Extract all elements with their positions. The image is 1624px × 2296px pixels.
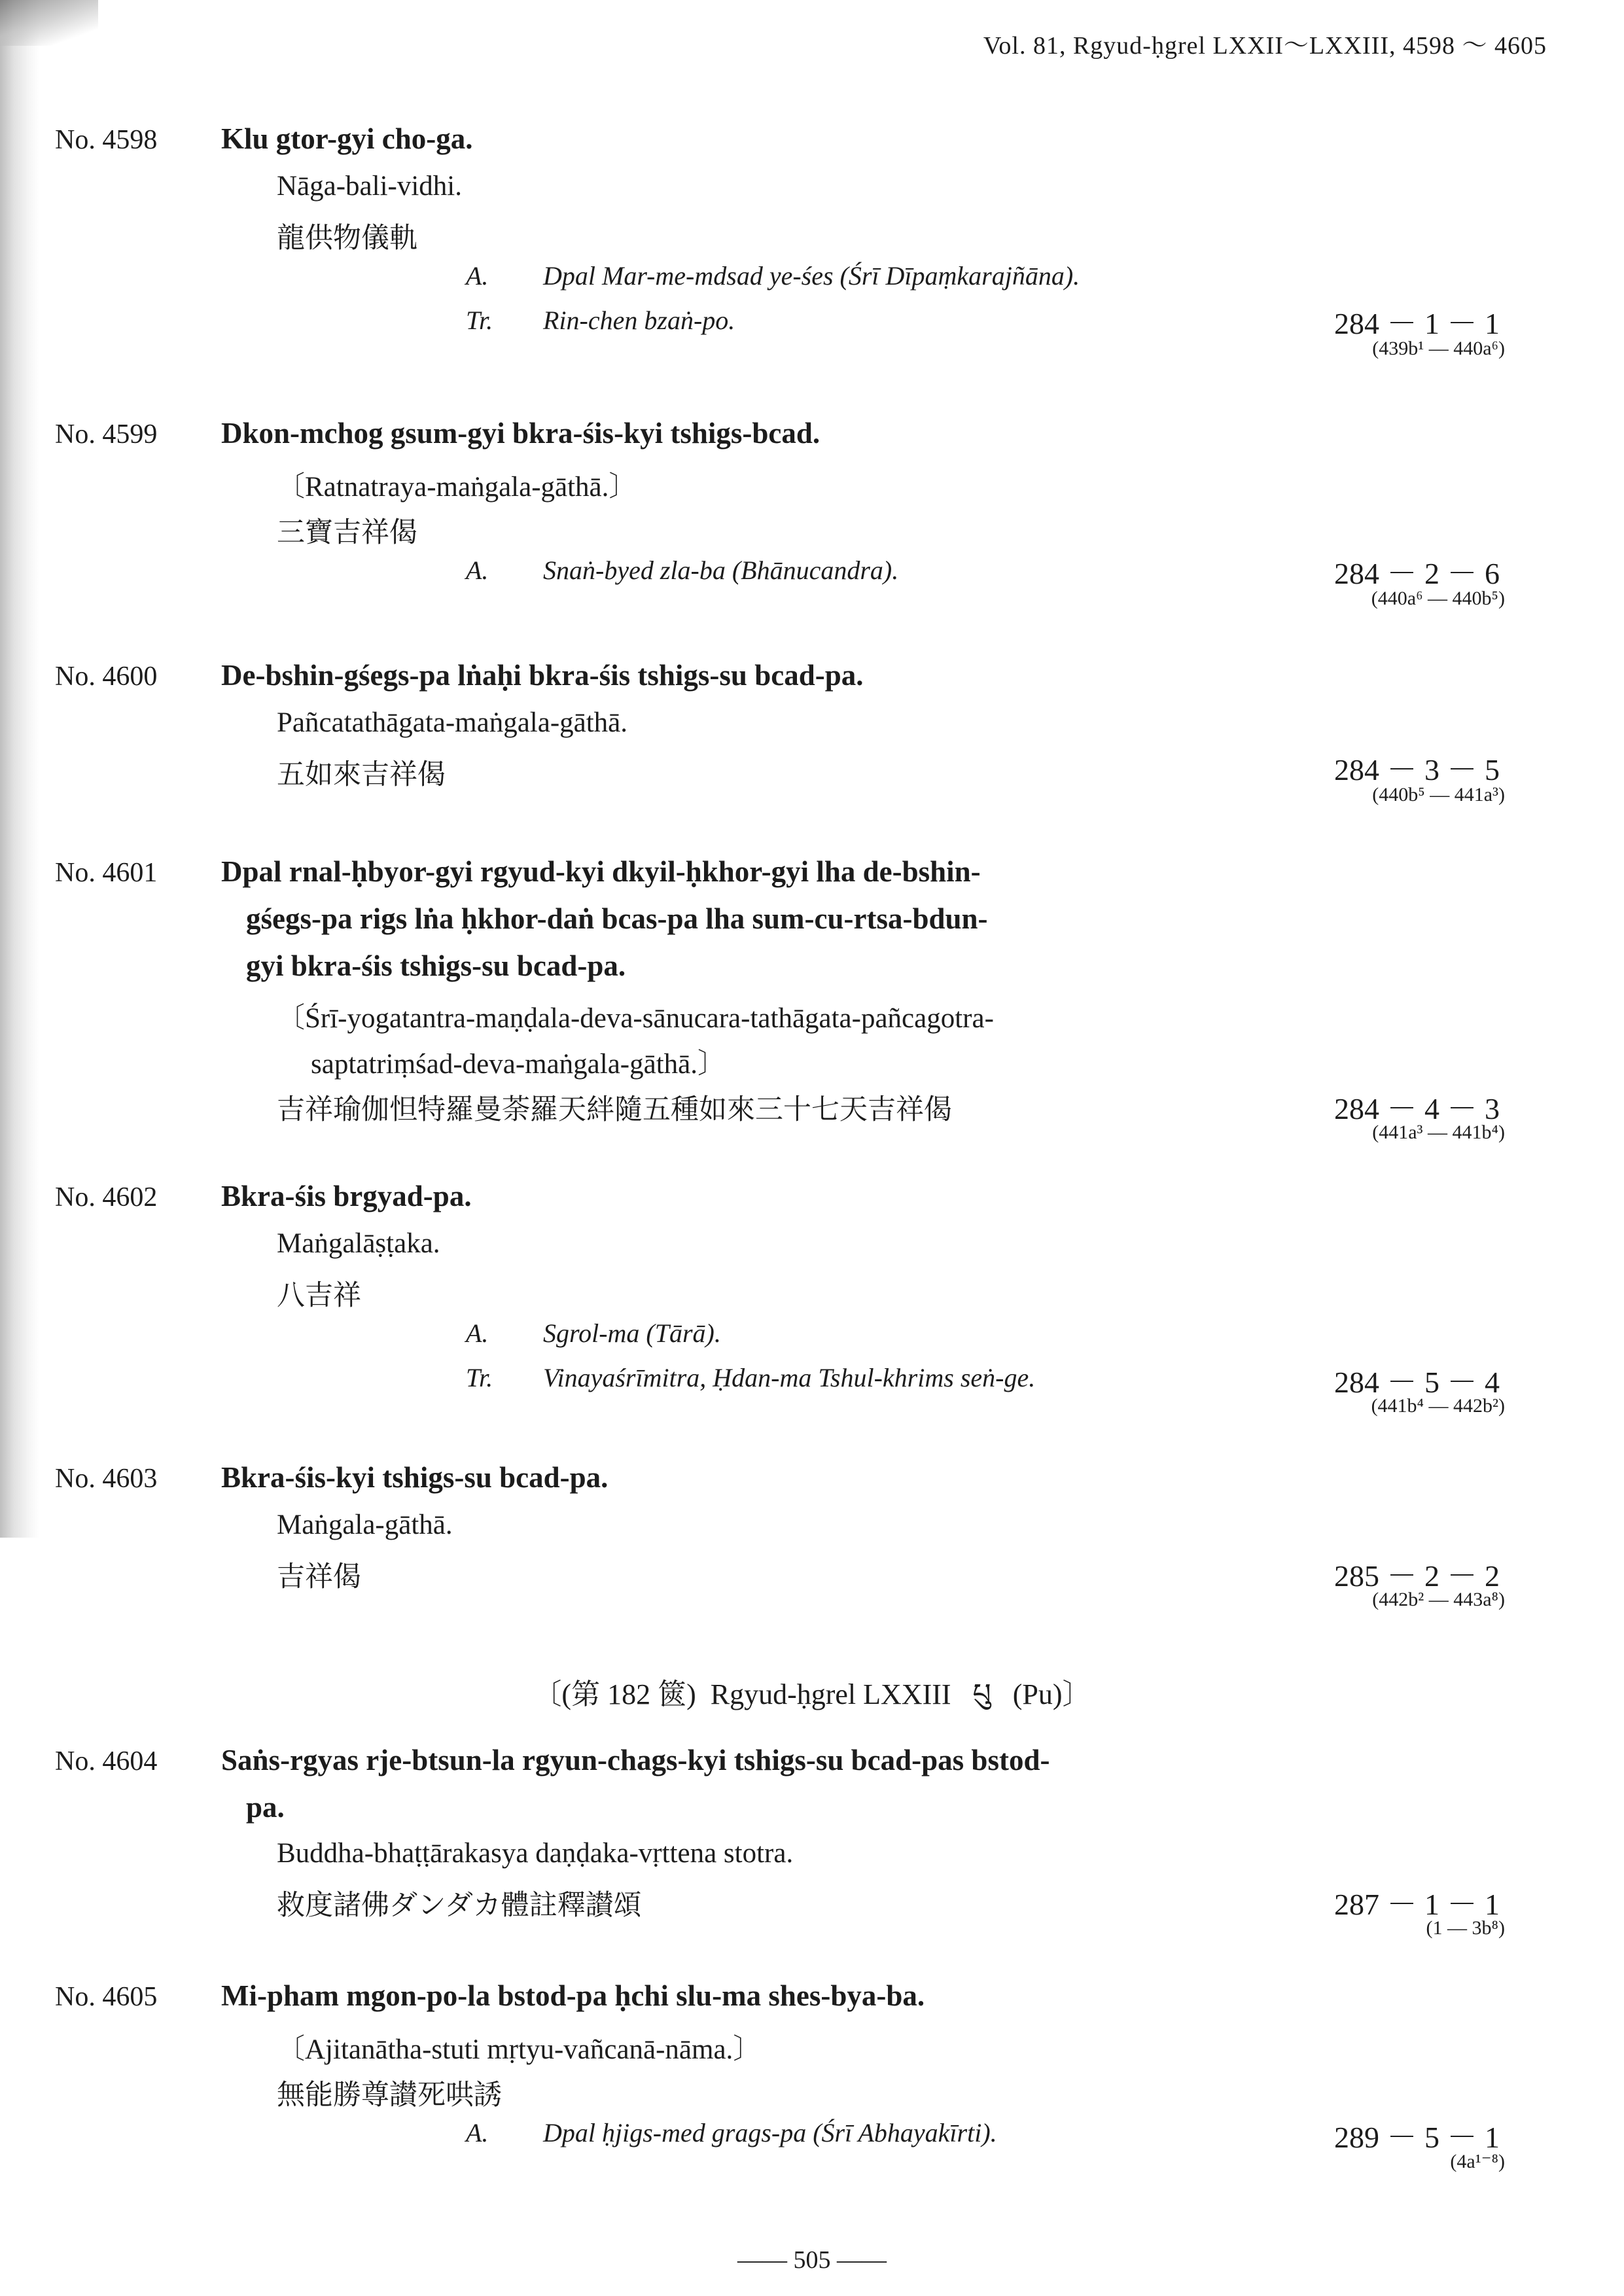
reference-number: 284 － 1 － 1 xyxy=(1334,307,1500,340)
entry-number: No. 4602 xyxy=(55,1182,158,1212)
page-number: —— 505 —— xyxy=(737,2246,887,2274)
author-line xyxy=(466,555,898,586)
reference-number: 284 － 4 － 3 xyxy=(1334,1092,1500,1125)
title-line: gyi bkra-śis tshigs-su bcad-pa. xyxy=(246,949,626,982)
section-title: Rgyud-ḥgrel LXXIII xyxy=(710,1678,951,1710)
scan-corner-shadow xyxy=(0,0,98,46)
entry-title xyxy=(221,652,1294,699)
sanskrit-title-cont: saptatriṃśad-deva-maṅgala-gāthā.〕 xyxy=(311,1049,726,1080)
section-volume: 〔(第 182 篋) xyxy=(533,1678,696,1710)
reference-number: 289 － 5 － 1 xyxy=(1334,2121,1500,2154)
author-role: A. xyxy=(466,261,489,291)
sanskrit-title: Maṅgala-gāthā. xyxy=(277,1510,453,1540)
title-line: Klu gtor-gyi cho-ga. xyxy=(221,122,473,155)
entry-number: No. 4603 xyxy=(55,1464,158,1494)
chinese-title: 三寶吉祥偈 xyxy=(277,516,417,549)
chinese-title: 救度諸佛ダンダカ體註釋讃頌 xyxy=(277,1889,642,1922)
folio-range: (1 — 3b⁸) xyxy=(1426,1917,1505,1939)
author-line xyxy=(466,2117,997,2148)
reference-number: 284 － 3 － 5 xyxy=(1334,753,1500,786)
folio-range: (439b¹ — 440a⁶) xyxy=(1372,338,1505,359)
entry-title xyxy=(221,115,1294,162)
translator-role: Tr. xyxy=(466,1363,493,1392)
translator-role: Tr. xyxy=(466,306,493,335)
author-role: A. xyxy=(466,556,489,585)
sanskrit-title: Pañcatathāgata-maṅgala-gāthā. xyxy=(277,707,628,738)
chinese-title: 龍供物儀軌 xyxy=(277,222,417,255)
translator-line xyxy=(466,1362,1035,1393)
folio-range: (441a³ — 441b⁴) xyxy=(1372,1122,1505,1143)
entry-title xyxy=(221,410,1294,457)
translator-line xyxy=(466,305,735,336)
scan-edge-shadow xyxy=(0,0,39,1538)
entry-number: No. 4601 xyxy=(55,858,158,888)
title-line: Dkon-mchog gsum-gyi bkra-śis-kyi tshigs-bcad. xyxy=(221,417,821,450)
sanskrit-title: Buddha-bhaṭṭārakasya daṇḍaka-vṛttena stotra. xyxy=(277,1838,794,1869)
title-line: Mi-pham mgon-po-la bstod-pa ḥchi slu-ma shes-bya-ba. xyxy=(221,1979,925,2012)
author-name: Sgrol-ma (Tārā). xyxy=(543,1318,721,1348)
translator-name: Rin-chen bzaṅ-po. xyxy=(543,306,735,335)
reference-number: 285 － 2 － 2 xyxy=(1334,1559,1500,1593)
translator-name: Vinayaśrīmitra, Ḥdan-ma Tshul-khrims seṅ-ge. xyxy=(543,1363,1036,1392)
entry-title xyxy=(221,1173,1294,1220)
section-roman: (Pu)〕 xyxy=(1012,1678,1091,1710)
folio-range: (440a⁶ — 440b⁵) xyxy=(1371,588,1505,609)
tibetan-letter: པུ xyxy=(972,1678,991,1711)
entry-number: No. 4604 xyxy=(55,1746,158,1776)
author-line xyxy=(466,260,1080,291)
chinese-title: 八吉祥 xyxy=(277,1279,361,1312)
reference-number: 284 － 2 － 6 xyxy=(1334,557,1500,590)
entry-number: No. 4600 xyxy=(55,662,158,692)
section-heading xyxy=(0,1662,1624,1743)
chinese-title: 五如來吉祥偈 xyxy=(277,758,446,791)
chinese-title: 無能勝尊讃死哄誘 xyxy=(277,2079,502,2111)
title-line: Dpal rnal-ḥbyor-gyi rgyud-kyi dkyil-ḥkhor-gyi lha de-bshin- xyxy=(221,855,981,888)
title-line: Bkra-śis brgyad-pa. xyxy=(221,1180,472,1212)
running-header: Vol. 81, Rgyud-ḥgrel LXXII～LXXIII, 4598 ～ 4605 xyxy=(983,32,1547,60)
sanskrit-title: 〔Śrī-yogatantra-maṇḍala-deva-sānucara-tathāgata-pañcagotra- xyxy=(277,1003,994,1034)
sanskrit-title: 〔Ajitanātha-stuti mṛtyu-vañcanā-nāma.〕 xyxy=(277,2034,762,2065)
sanskrit-title: Nāga-bali-vidhi. xyxy=(277,171,462,202)
folio-range: (4a¹⁻⁸) xyxy=(1450,2151,1505,2172)
entry-number: No. 4599 xyxy=(55,419,158,450)
author-name: Dpal ḥjigs-med grags-pa (Śrī Abhayakīrti). xyxy=(543,2118,997,2147)
author-role: A. xyxy=(466,2118,489,2147)
title-line: pa. xyxy=(246,1791,285,1824)
folio-range: (442b² — 443a⁸) xyxy=(1372,1589,1505,1610)
reference-number: 287 － 1 － 1 xyxy=(1334,1888,1500,1921)
folio-range: (441b⁴ — 442b²) xyxy=(1371,1395,1505,1417)
title-line: Bkra-śis-kyi tshigs-su bcad-pa. xyxy=(221,1461,609,1494)
entry-title xyxy=(221,1454,1294,1501)
author-role: A. xyxy=(466,1318,489,1348)
title-line: Saṅs-rgyas rje-btsun-la rgyun-chags-kyi tshigs-su bcad-pas bstod- xyxy=(221,1744,1050,1776)
sanskrit-title: 〔Ratnatraya-maṅgala-gāthā.〕 xyxy=(277,472,637,503)
author-name: Snaṅ-byed zla-ba (Bhānucandra). xyxy=(543,556,899,585)
entry-number: No. 4605 xyxy=(55,1982,158,2012)
entry-title xyxy=(221,1972,1294,2019)
author-line xyxy=(466,1318,721,1349)
entry-title xyxy=(221,1737,1294,1831)
title-line: gśegs-pa rigs lṅa ḥkhor-daṅ bcas-pa lha sum-cu-rtsa-bdun- xyxy=(246,902,988,935)
folio-range: (440b⁵ — 441a³) xyxy=(1372,784,1505,805)
title-line: De-bshin-gśegs-pa lṅaḥi bkra-śis tshigs-su bcad-pa. xyxy=(221,659,864,692)
chinese-title: 吉祥瑜伽怛特羅曼荼羅天絆隨五種如來三十七天吉祥偈 xyxy=(277,1093,952,1126)
chinese-title: 吉祥偈 xyxy=(277,1561,361,1593)
reference-number: 284 － 5 － 4 xyxy=(1334,1366,1500,1399)
entry-number: No. 4598 xyxy=(55,125,158,155)
author-name: Dpal Mar-me-mdsad ye-śes (Śrī Dīpaṃkarajñāna). xyxy=(543,261,1080,291)
entry-title xyxy=(221,848,1294,989)
sanskrit-title: Maṅgalāṣṭaka. xyxy=(277,1228,440,1259)
